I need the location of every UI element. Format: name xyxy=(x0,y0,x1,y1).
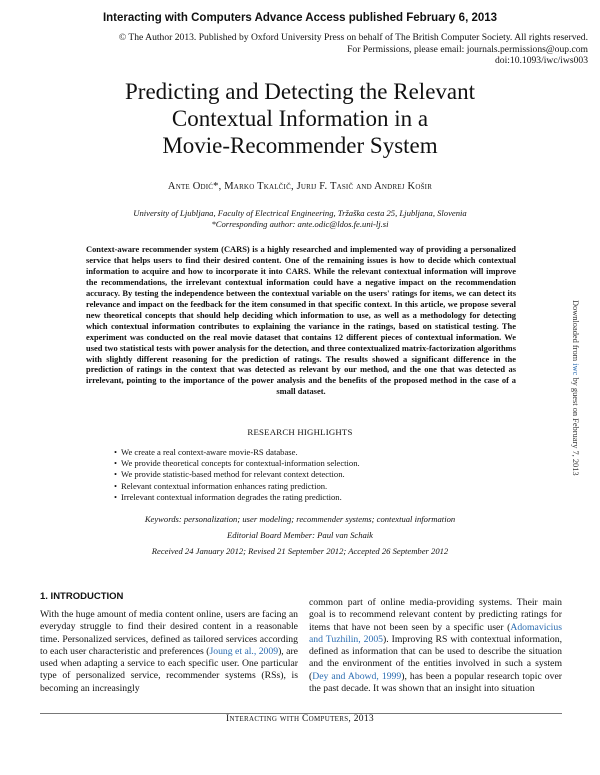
download-prefix: Downloaded from xyxy=(571,300,580,364)
affiliation: University of Ljubljana, Faculty of Electrical Engineering, Tržaška cesta 25, Ljubljana, Slovenia xyxy=(133,208,467,218)
highlight-item: • We provide statistic-based method for relevant context detection. xyxy=(114,469,514,480)
download-suffix: by guest on February 7, 2013 xyxy=(571,375,580,476)
introduction-heading: 1. INTRODUCTION xyxy=(40,591,124,602)
doi: doi:10.1093/iwc/iws003 xyxy=(494,55,588,66)
title-line: Contextual Information in a xyxy=(171,106,429,131)
editorial-board-member: Editorial Board Member: Paul van Schaik xyxy=(227,530,373,540)
title-line: Movie-Recommender System xyxy=(162,133,438,158)
research-highlights-heading: RESEARCH HIGHLIGHTS xyxy=(247,427,353,437)
keywords: Keywords: personalization; user modeling; recommender systems; contextual information xyxy=(144,514,456,524)
title-line: Predicting and Detecting the Relevant xyxy=(125,79,475,104)
corresponding-author: *Corresponding author: ante.odic@ldos.fe.uni-lj.si xyxy=(211,219,389,229)
intro-left-column xyxy=(40,609,298,695)
permissions-line: For Permissions, please email: journals.permissions@oup.com xyxy=(347,43,588,55)
highlight-item: • We provide theoretical concepts for contextual-information selection. xyxy=(114,458,514,469)
affiliation-block xyxy=(0,208,600,230)
intro-right-column xyxy=(309,597,562,695)
received-dates: Received 24 January 2012; Revised 21 September 2012; Accepted 26 September 2012 xyxy=(151,546,449,556)
abstract-text: Context-aware recommender system (CARS) is a highly researched and implemented way of providing a personalized service that helps users to find their desired content. One of the remaining issues is how to decide which contextual information to acquire and how to incorporate it into CARS. While the relevant contextual information will improve the recommendations, the irrelevant contextual information could have a negative impact on the recommendation accuracy. By testing the independence between the contextual variable on the users' ratings for items, we can detect its relevance and impact on the feedback for the item consumed in that specific context. In this article, we propose several new theoretical concepts that should help deciding which information to use, as well as a methodology for detecting which contextual information contributes to explaining the variance in the ratings, based on statistical testing. The experiment was conducted on the real movie dataset that contains 12 different pieces of contextual information. We used two statistical tests with power analysis for the detection, and three contextualized matrix-factorization algorithms with slightly different reasoning for the prediction of ratings. The results showed a significant difference in the prediction of ratings in the context that was detected as relevant by our method, and the one that was detected as irrelevant, pointing to the importance of the power analysis and the benefits of the proposed method in the case of a small dataset. xyxy=(86,244,516,397)
highlight-item: • Irrelevant contextual information degrades the rating prediction. xyxy=(114,492,514,503)
intro-text: ), has been a popular research topic over the past decade. It was shown that an insight into situation xyxy=(309,670,562,695)
download-link[interactable]: iwc xyxy=(571,363,580,376)
intro-text: ), are used when adapting a service to each specific user. One particular type of personalized service, recommender systems (RSs), is becoming an increasingly xyxy=(40,645,298,694)
copyright-block xyxy=(119,32,588,67)
citation-link[interactable]: Adomavicius and Tuzhilin, 2005 xyxy=(309,621,562,645)
intro-text: ). Improving RS with contextual information, defined as information that can be used to describe the situation and the environment of the entities involved in such a system ( xyxy=(309,633,562,682)
highlight-item: • Relevant contextual information enhances rating prediction. xyxy=(114,481,514,492)
intro-text: common part of online media-providing systems. Their main goal is to recommend relevant content by predicting ratings for items that have not been seen by a specific user ( xyxy=(309,597,562,633)
intro-text: With the huge amount of media content online, users are facing an everyday struggle to find their desired content in a reasonable time. Personalized services, defined as tailored services according to each user characteristic and preferences ( xyxy=(40,609,298,657)
author-list: Ante Odić*, Marko Tkalčič, Jurij F. Tasič and Andrej Košir xyxy=(167,181,433,192)
advance-access-banner: Interacting with Computers Advance Access published February 6, 2013 xyxy=(102,12,498,24)
journal-footer: Interacting with Computers, 2013 xyxy=(226,714,374,724)
paper-title xyxy=(0,78,600,159)
research-highlights-list xyxy=(114,447,514,503)
abstract xyxy=(86,244,516,397)
highlight-item: • We create a real context-aware movie-RS database. xyxy=(114,447,514,458)
citation-link[interactable]: Dey and Abowd, 1999 xyxy=(312,670,402,682)
rights-line: © The Author 2013. Published by Oxford University Press on behalf of The British Computer Society. All rights reserved. xyxy=(118,32,588,43)
citation-link[interactable]: Joung et al., 2009 xyxy=(209,645,279,657)
download-sidebar xyxy=(568,300,580,520)
